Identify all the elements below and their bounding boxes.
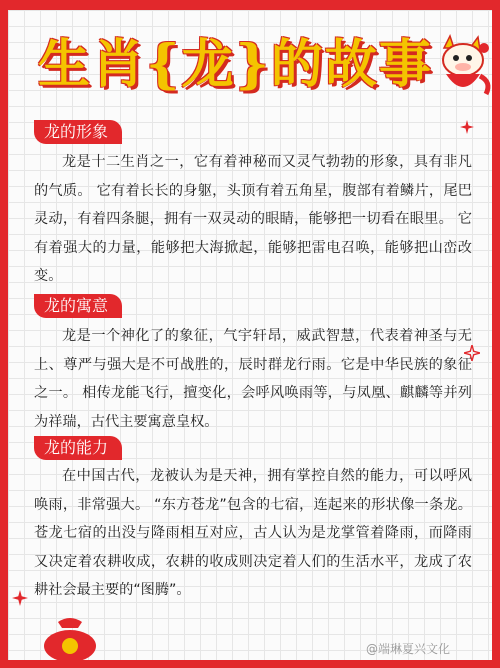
lucky-bag-icon	[40, 614, 100, 660]
watermark: @端琳夏兴文化	[366, 642, 451, 656]
section-body-ability: 在中国古代，龙被认为是天神，拥有掌控自然的能力，可以呼风唤雨，非常强大。 “东方苍龙”包含的七宿，连起来的形状像一条龙。苍龙七宿的出没与降雨相互对应，古人认为是龙掌管着降雨，而降雨又决定着农耕收成，农耕的收成则决定着人们的生活水平，龙成了农耕社会最主要的“图腾”。	[34, 468, 472, 598]
section-heading-ability: 龙的能力	[34, 436, 122, 460]
dragon-mascot-icon	[436, 34, 494, 100]
section-body-meaning: 龙是一个神化了的象征，气宇轩昂，威武智慧，代表着神圣与无上、尊严与强大是不可战胜的，辰时群龙行雨。它是中华民族的象征之一。 相传龙能飞行，擅变化，会呼风唤雨等，与凤凰、麒麟等并列为祥瑞，古代主要寓意皇权。	[34, 328, 472, 430]
section-body-image: 龙是十二生肖之一，它有着神秘而又灵气勃勃的形象，具有非凡的气质。 它有着长长的身躯，头顶有着五角星，腹部有着鳞片，尾巴灵动，有着四条腿，拥有一双灵动的眼睛，能够把一切看在眼里。 它有着强大的力量，能够把大海掀起，能够把雷电召唤，能够把山峦改变。	[34, 154, 472, 284]
section-heading-image: 龙的形象	[34, 120, 122, 144]
sparkle-icon	[12, 590, 28, 606]
sparkle-icon	[460, 120, 474, 134]
page-title: 生肖{龙}的故事	[38, 34, 433, 95]
section-heading-meaning: 龙的寓意	[34, 294, 122, 318]
